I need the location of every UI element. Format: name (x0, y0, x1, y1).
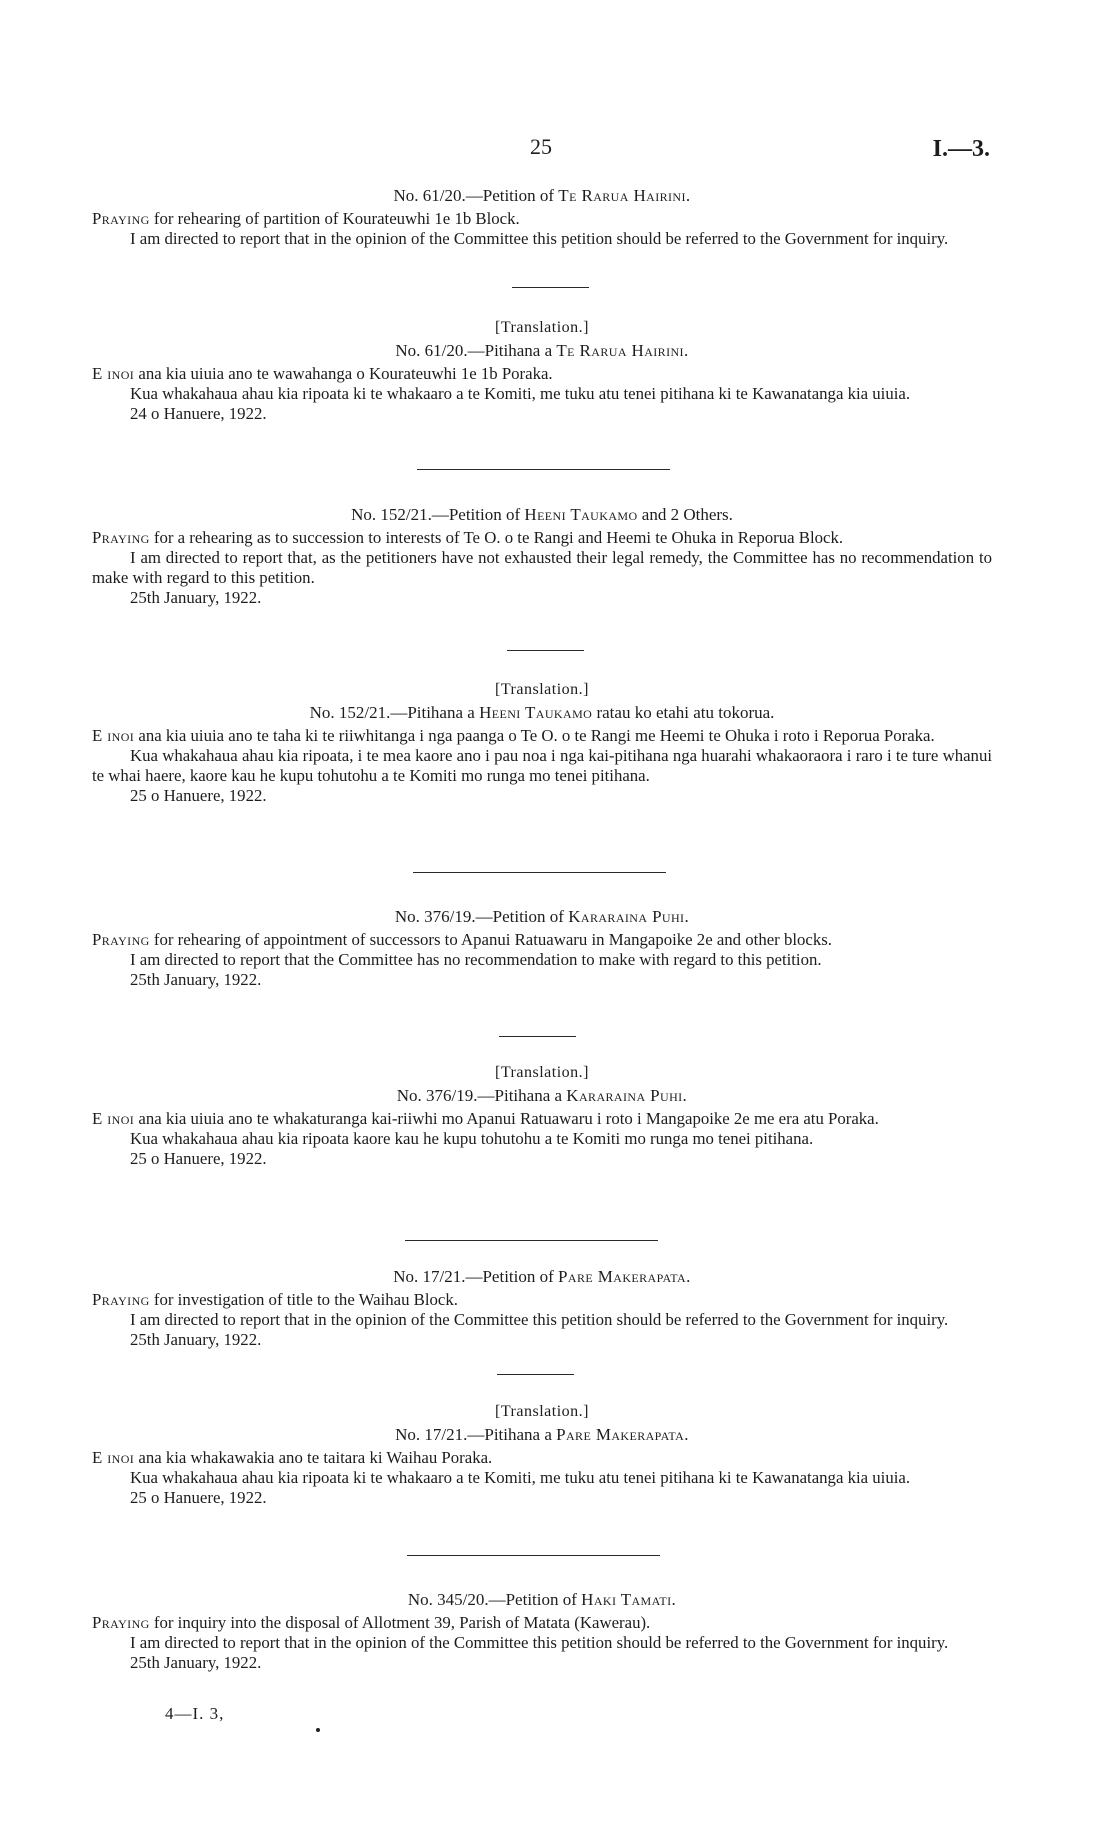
translation-heading: No. 376/19.—Pitihana a Kararaina Puhi. (396, 1086, 688, 1105)
translation-heading: No. 17/21.—Pitihana a Pare Makerapata. (395, 1425, 689, 1444)
inoi-paragraph: E inoi ana kia uiuia ano te taha ki te riiwhitanga i nga paanga o Te O. o te Rangi me Heemi te Ohuka i roto i Reporua Poraka. (92, 726, 935, 745)
translation-date: 25 o Hanuere, 1922. (130, 786, 267, 805)
signature-mark: 4—I. 3, (165, 1704, 225, 1723)
petition-17-21 (92, 1267, 992, 1350)
translation-report: Kua whakahaua ahau kia ripoata, i te mea kaore ano i pau noa i nga kai-pitihana nga huarahi whakaoraora i raro i te ture whanui te whai haere, kaore kau he kupu tohutohu a te Komiti mo runga mo tenei pitihana. (92, 746, 992, 785)
translation-report: Kua whakahaua ahau kia ripoata ki te whakaaro a te Komiti, me tuku atu tenei pitihana ki te Kawanatanga kia uiuia. (130, 384, 911, 403)
short-divider (499, 1036, 576, 1037)
report-paragraph: I am directed to report that the Committee has no recommendation to make with regard to this petition. (130, 950, 822, 969)
translation-label: [Translation.] (495, 1064, 589, 1081)
translation-report: Kua whakahaua ahau kia ripoata kaore kau he kupu tohutohu a te Komiti mo runga mo tenei pitihana. (130, 1129, 814, 1148)
translation-152-21 (92, 680, 992, 806)
petition-heading: No. 61/20.—Petition of Te Rarua Hairini. (393, 186, 691, 205)
translation-label: [Translation.] (495, 1403, 589, 1420)
petition-152-21 (92, 505, 992, 608)
petition-61-20 (92, 186, 992, 249)
report-paragraph: I am directed to report that in the opinion of the Committee this petition should be referred to the Government for inquiry. (130, 229, 949, 248)
praying-paragraph: Praying for rehearing of partition of Kourateuwhi 1e 1b Block. (92, 209, 520, 228)
translation-report: Kua whakahaua ahau kia ripoata ki te whakaaro a te Komiti, me tuku atu tenei pitihana ki te Kawanatanga kia uiuia. (130, 1468, 911, 1487)
short-divider (512, 287, 589, 288)
section-divider (405, 1240, 658, 1241)
inoi-paragraph: E inoi ana kia whakawakia ano te taitara ki Waihau Poraka. (92, 1448, 493, 1467)
translation-date: 25 o Hanuere, 1922. (130, 1149, 267, 1168)
report-paragraph: I am directed to report that in the opinion of the Committee this petition should be referred to the Government for inquiry. (130, 1633, 949, 1652)
translation-date: 24 o Hanuere, 1922. (130, 404, 267, 423)
petition-date: 25th January, 1922. (130, 1653, 262, 1672)
translation-date: 25 o Hanuere, 1922. (130, 1488, 267, 1507)
petition-376-19 (92, 907, 992, 990)
praying-paragraph: Praying for rehearing of appointment of successors to Apanui Ratuawaru in Mangapoike 2e and other blocks. (92, 930, 832, 949)
report-paragraph: I am directed to report that in the opinion of the Committee this petition should be referred to the Government for inquiry. (130, 1310, 949, 1329)
petition-heading: No. 345/20.—Petition of Haki Tamati. (407, 1590, 677, 1609)
translation-376-19 (92, 1063, 992, 1169)
praying-paragraph: Praying for investigation of title to the Waihau Block. (92, 1290, 458, 1309)
short-divider (497, 1374, 574, 1375)
translation-label: [Translation.] (495, 319, 589, 336)
series-code: I.—3. (932, 136, 990, 162)
ink-dot (316, 1728, 320, 1732)
petition-345-20 (92, 1590, 992, 1673)
short-divider (507, 650, 584, 651)
petition-date: 25th January, 1922. (130, 970, 262, 989)
inoi-paragraph: E inoi ana kia uiuia ano te wawahanga o Kourateuwhi 1e 1b Poraka. (92, 364, 553, 383)
section-divider (407, 1555, 660, 1556)
inoi-paragraph: E inoi ana kia uiuia ano te whakaturanga kai-riiwhi mo Apanui Ratuawaru i roto i Mangapoike 2e me era atu Poraka. (92, 1109, 879, 1128)
petition-date: 25th January, 1922. (130, 1330, 262, 1349)
section-divider (413, 872, 666, 873)
translation-61-20 (92, 318, 992, 424)
translation-heading: No. 152/21.—Pitihana a Heeni Taukamo ratau ko etahi atu tokorua. (309, 703, 775, 722)
page-number: 25 (530, 134, 552, 159)
translation-heading: No. 61/20.—Pitihana a Te Rarua Hairini. (395, 341, 689, 360)
petition-heading: No. 376/19.—Petition of Kararaina Puhi. (394, 907, 690, 926)
translation-17-21 (92, 1402, 992, 1508)
praying-paragraph: Praying for inquiry into the disposal of Allotment 39, Parish of Matata (Kawerau). (92, 1613, 651, 1632)
translation-label: [Translation.] (495, 681, 589, 698)
report-paragraph: I am directed to report that, as the petitioners have not exhausted their legal remedy, the Committee has no recommendation to make with regard to this petition. (92, 548, 992, 587)
praying-paragraph: Praying for a rehearing as to succession to interests of Te O. o te Rangi and Heemi te Ohuka in Reporua Block. (92, 528, 844, 547)
petition-heading: No. 17/21.—Petition of Pare Makerapata. (393, 1267, 691, 1286)
section-divider (417, 469, 670, 470)
petition-date: 25th January, 1922. (130, 588, 262, 607)
petition-heading: No. 152/21.—Petition of Heeni Taukamo and 2 Others. (351, 505, 733, 524)
